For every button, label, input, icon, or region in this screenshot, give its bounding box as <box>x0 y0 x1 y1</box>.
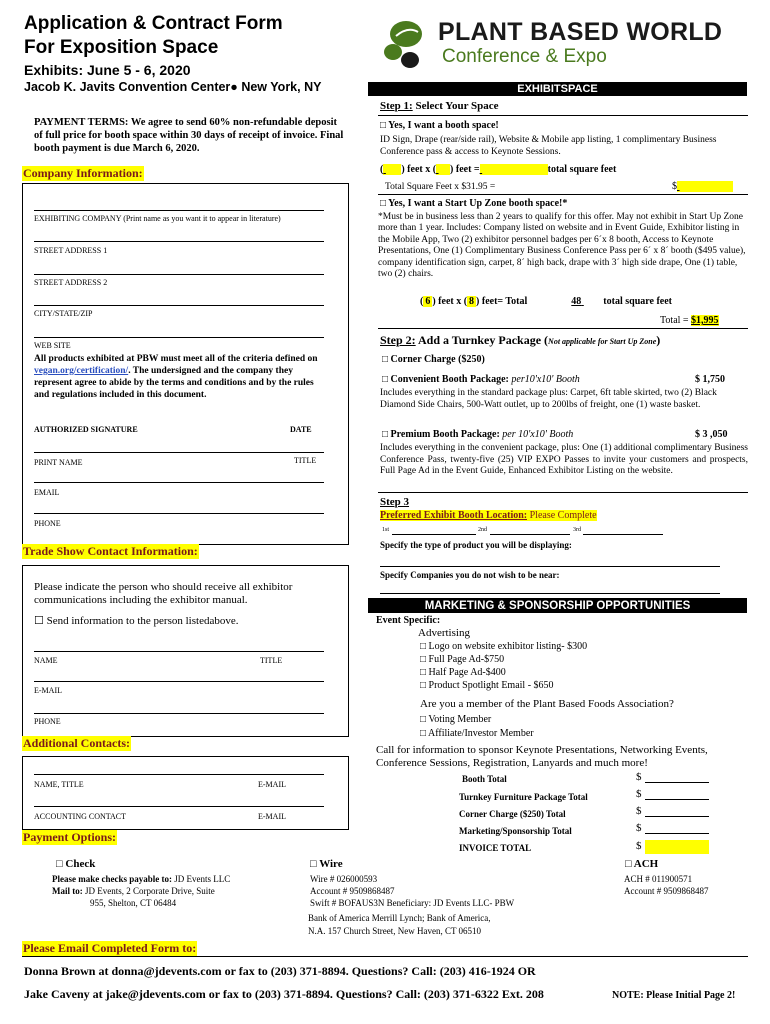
email-form-heading: Please Email Completed Form to: <box>23 941 197 955</box>
ach-option[interactable]: □ ACH <box>625 858 659 870</box>
corner-charge-checkbox[interactable]: □ Corner Charge ($250) <box>382 354 485 365</box>
wire-swift: Swift # BOFAUS3N Beneficiary: JD Events LLC- PBW <box>310 898 515 908</box>
feet-eq-text: ) feet = <box>450 164 480 175</box>
su-end: total square feet <box>603 296 672 307</box>
form-title-line1: Application & Contract Form <box>24 13 283 34</box>
logo-title: PLANT BASED WORLD <box>438 18 723 46</box>
title-label: TITLE <box>294 456 317 465</box>
wire-bank-name: Bank of America Merrill Lynch; Bank of America, <box>308 913 491 923</box>
booth-total-dollar: $ <box>636 771 642 783</box>
booth-depth-input[interactable] <box>436 164 450 175</box>
wire-bank <box>308 912 490 938</box>
ach-account: Account # 9509868487 <box>624 886 709 896</box>
vegan-certification-link[interactable]: vegan.org/certification/ <box>34 366 129 376</box>
location-3-label: 3rd <box>573 527 581 533</box>
su-eq: ) feet= Total <box>476 296 528 307</box>
voting-member-checkbox[interactable]: □ Voting Member <box>420 714 492 725</box>
wire-number: Wire # 026000593 <box>310 874 378 884</box>
street1-label: STREET ADDRESS 1 <box>34 246 108 255</box>
startup-total <box>660 315 719 326</box>
invoice-total-dollar: $ <box>636 840 642 852</box>
mail-address1: JD Events, 2 Corporate Drive, Suite <box>82 886 215 896</box>
total-sqft-text: total square feet <box>547 164 617 175</box>
contact-name-line[interactable] <box>34 651 324 652</box>
authorized-signature-label: AUTHORIZED SIGNATURE <box>34 425 138 434</box>
marketing-total-label: Marketing/Sponsorship Total <box>459 826 572 836</box>
print-name-line[interactable] <box>34 482 324 483</box>
startup-depth: 8 <box>469 296 475 307</box>
contact-name-label: NAME <box>34 656 58 665</box>
city-line[interactable] <box>34 305 324 306</box>
su-blank <box>581 296 603 307</box>
additional-email-label: E-MAIL <box>258 780 286 789</box>
invoice-total-field[interactable] <box>645 840 709 854</box>
phone-label: PHONE <box>34 519 61 528</box>
website-line[interactable] <box>34 337 324 338</box>
ach-details <box>624 873 709 897</box>
payable-value: JD Events LLC <box>171 874 231 884</box>
step1-heading <box>380 100 499 112</box>
want-booth-checkbox[interactable]: □ Yes, I want a booth space! <box>380 120 499 131</box>
marketing-bar: MARKETING & SPONSORSHIP OPPORTUNITIES <box>368 598 747 613</box>
mail-label: Mail to: <box>52 886 83 896</box>
trade-show-contact-heading: Trade Show Contact Information: <box>23 544 198 558</box>
name-title-label: NAME, TITLE <box>34 780 84 789</box>
startup-checkbox[interactable]: □ Yes, I want a Start Up Zone booth space!* <box>380 198 568 209</box>
booth-rule <box>378 194 748 195</box>
exhibitspace-bar: EXHIBITSPACE <box>368 82 747 96</box>
contact-email-label: E-MAIL <box>34 686 62 695</box>
print-name-label: PRINT NAME <box>34 458 83 467</box>
premium-price: $ 3 ,050 <box>695 429 728 440</box>
preferred-note: Please Complete <box>527 510 597 521</box>
preferred-location <box>380 510 597 521</box>
startup-size-row <box>420 296 672 307</box>
convenient-package-checkbox[interactable] <box>382 374 580 385</box>
total-sqft-price-label: Total Square Feet x $31.95 = <box>385 182 496 192</box>
website-label: WEB SITE <box>34 341 71 350</box>
feet-x-text: ) feet x ( <box>401 164 437 175</box>
street1-line[interactable] <box>34 241 324 242</box>
booth-price-input[interactable] <box>677 181 733 192</box>
payment-terms: PAYMENT TERMS: We agree to send 60% non-refundable deposit of full price for booth space within 30 days of receipt of invoice. Final booth payment is due March 6, 2020. <box>34 117 344 154</box>
wire-details <box>310 873 514 909</box>
step2-text: Add a Turnkey Package ( <box>415 333 549 347</box>
paren-open: ( <box>380 164 384 175</box>
startup-total-label: Total = <box>660 315 692 326</box>
payment-options-heading: Payment Options: <box>23 830 116 844</box>
wire-bank-address: N.A. 157 Church Street, New Haven, CT 06510 <box>308 926 482 936</box>
location-2-line[interactable] <box>490 534 570 535</box>
form-title <box>24 12 283 60</box>
booth-includes: ID Sign, Drape (rear/side rail), Website & Mobile app listing, 1 complimentary Business Conference pass & access to Keynote Sessions. <box>380 135 717 157</box>
email-line[interactable] <box>34 513 324 514</box>
premium-package-checkbox[interactable] <box>382 429 573 440</box>
city-label: CITY/STATE/ZIP <box>34 309 93 318</box>
company-info-heading: Company Information: <box>23 166 143 180</box>
location-2-label: 2nd <box>478 527 487 533</box>
email-label: EMAIL <box>34 488 60 497</box>
criteria-text-a: All products exhibited at PBW must meet all of the criteria defined on <box>34 354 318 364</box>
advertising-label: Advertising <box>418 627 470 639</box>
form-title-line2: For Exposition Space <box>24 37 219 58</box>
contact-title-label: TITLE <box>260 656 283 665</box>
ad-spotlight-checkbox[interactable]: □ Product Spotlight Email - $650 <box>420 680 554 691</box>
send-info-checkbox[interactable]: ☐ Send information to the person listedabove. <box>34 615 239 627</box>
step1-text: Select Your Space <box>412 100 499 112</box>
corner-total-line[interactable] <box>645 816 709 817</box>
su-paren: ( <box>420 296 424 307</box>
jake-contact: Jake Caveny at jake@jdevents.com or fax to (203) 371-8894. Questions? Call: (203) 371-6322 Ext. 208 <box>24 987 544 1001</box>
accounting-line[interactable] <box>34 806 324 807</box>
premium-unit: per 10'x10' Booth <box>502 429 574 440</box>
startup-total-sqft: 48 <box>571 296 582 307</box>
exhibit-dates: Exhibits: June 5 - 6, 2020 <box>24 62 191 78</box>
wire-option[interactable]: □ Wire <box>310 858 343 870</box>
marketing-total-dollar: $ <box>636 822 642 834</box>
check-details <box>52 873 230 909</box>
turnkey-total-label: Turnkey Furniture Package Total <box>459 792 588 802</box>
premium-label: □ Premium Booth Package: <box>382 429 503 440</box>
convenient-desc: Includes everything in the standard package plus: Carpet, 6ft table skirted, two (2) Black Diamond Side Chairs, 500-Watt outlet, up to 200lbs of freight, one (1) waste basket. <box>380 388 717 410</box>
booth-price-dollar <box>672 181 733 192</box>
specify-type-label: Specify the type of product you will be displaying: <box>380 540 572 550</box>
membership-options <box>420 713 534 741</box>
street2-label: STREET ADDRESS 2 <box>34 278 108 287</box>
turnkey-total-line[interactable] <box>645 799 709 800</box>
convenient-price: $ 1,750 <box>695 374 725 385</box>
convenient-unit: per10'x10' Booth <box>511 374 580 385</box>
dollar-sign: $ <box>672 181 677 192</box>
ad-full-page-checkbox[interactable]: □ Full Page Ad-$750 <box>420 654 505 665</box>
donna-contact: Donna Brown at donna@jdevents.com or fax to (203) 371-8894. Questions? Call: (203) 416-1924 OR <box>24 964 536 978</box>
accounting-email-label: E-MAIL <box>258 812 286 821</box>
mail-address2: 955, Shelton, CT 06484 <box>90 898 177 908</box>
contact-phone-label: PHONE <box>34 717 61 726</box>
su-mid: ) feet x ( <box>432 296 468 307</box>
convenient-label: □ Convenient Booth Package: <box>382 374 512 385</box>
booth-size-row <box>380 164 616 175</box>
call-info: Call for information to sponsor Keynote Presentations, Networking Events, Conference Sessions, Registration, Lanyards and much more! <box>376 744 708 769</box>
wire-account: Account # 9509868487 <box>310 886 395 896</box>
startup-total-value: $1,995 <box>691 315 719 326</box>
location-3-line[interactable] <box>583 534 663 535</box>
specify-near-line[interactable] <box>380 593 720 594</box>
additional-contacts-heading: Additional Contacts: <box>23 736 131 750</box>
booth-total-label: Booth Total <box>462 774 507 784</box>
event-specific-label: Event Specific: <box>376 615 441 626</box>
contact-phone-line[interactable] <box>34 713 324 714</box>
startup-rule <box>378 328 748 329</box>
step2-rule <box>378 492 748 493</box>
corner-total-dollar: $ <box>636 805 642 817</box>
member-question: Are you a member of the Plant Based Foods Association? <box>420 698 674 710</box>
step3-heading: Step 3 <box>380 496 410 508</box>
criteria-text-b: . The undersigned and the company they represent agree to abide by the terms and conditions and by the rules and regulations included in this document. <box>34 366 314 400</box>
logo-subtitle: Conference & Expo <box>442 46 607 67</box>
booth-total-line[interactable] <box>645 782 709 783</box>
step1-label: Step 1: <box>380 100 413 112</box>
footer-rule <box>22 956 748 957</box>
location-1-label: 1st <box>382 527 390 533</box>
corner-total-label: Corner Charge ($250) Total <box>459 809 566 819</box>
venue: Jacob K. Javits Convention Center● New York, NY <box>24 80 322 94</box>
marketing-total-line[interactable] <box>645 833 709 834</box>
step1-rule <box>378 115 748 116</box>
ad-logo-checkbox[interactable]: □ Logo on website exhibitor listing- $300 <box>420 641 588 652</box>
booth-total-sqft-input[interactable] <box>480 164 548 175</box>
payable-label: Please make checks payable to: <box>52 874 172 884</box>
contact-email-line[interactable] <box>34 681 324 682</box>
criteria-text <box>34 353 329 401</box>
step2-label: Step 2: <box>380 333 416 347</box>
initial-note: NOTE: Please Initial Page 2! <box>612 990 736 1001</box>
startup-width: 6 <box>425 296 431 307</box>
additional-name-line[interactable] <box>34 774 324 775</box>
plant-based-world-logo <box>378 14 758 74</box>
location-1-line[interactable] <box>392 534 476 535</box>
exhibiting-company-label: EXHIBITING COMPANY (Print name as you want it to appear in literature) <box>34 214 281 223</box>
signature-line[interactable] <box>34 452 324 453</box>
advertising-options <box>420 640 587 692</box>
preferred-label: Preferred Exhibit Booth Location: <box>380 510 528 521</box>
invoice-total-label: INVOICE TOTAL <box>459 843 532 853</box>
startup-text: *Must be in business less than 2 years to qualify for this offer. May not exhibit in Start Up Zone more than 1 year. Includes: Company listed on website and in Event Guide, Exhibitor listing in the Mobile App, Two (2) exhibitor personnel badges per 6´x 8 booth, Access to Keynote Presentations, One (1) Complimentary Business Conference Pass per 6´ x 8´ booth ($495 value), company identification sign, carpet, 8´ high back, drape with 3´ high side drape, One (1) table, two (2) chairs. <box>378 212 746 280</box>
ach-number: ACH # 011900571 <box>624 874 693 884</box>
booth-width-input[interactable] <box>383 164 401 175</box>
step2-heading <box>380 333 660 348</box>
premium-desc: Includes everything in the convenient package, plus: One (1) additional complimentary Business Conference Pass, twenty-five (25) VIP EXPO Passes to invite your customers and prospects, Full Page Ad in the Event Guide, Enhanced Exhibitor Listing on the website. <box>380 443 748 476</box>
date-label: DATE <box>290 425 312 434</box>
step2-close: ) <box>656 333 661 347</box>
turnkey-total-dollar: $ <box>636 788 642 800</box>
ad-half-page-checkbox[interactable]: □ Half Page Ad-$400 <box>420 667 506 678</box>
specify-type-line[interactable] <box>380 566 720 567</box>
check-option[interactable]: □ Check <box>56 858 96 870</box>
affiliate-member-checkbox[interactable]: □ Affiliate/Investor Member <box>420 728 534 739</box>
specify-near-label: Specify Companies you do not wish to be near: <box>380 570 560 580</box>
step2-note: Not applicable for Start Up Zone <box>548 337 657 346</box>
contact-note: Please indicate the person who should receive all exhibitor communications including the exhibitor manual. <box>34 581 293 606</box>
street2-line[interactable] <box>34 274 324 275</box>
accounting-contact-label: ACCOUNTING CONTACT <box>34 812 127 821</box>
leaf-logo-icon <box>378 16 438 72</box>
company-name-line[interactable] <box>34 210 324 211</box>
